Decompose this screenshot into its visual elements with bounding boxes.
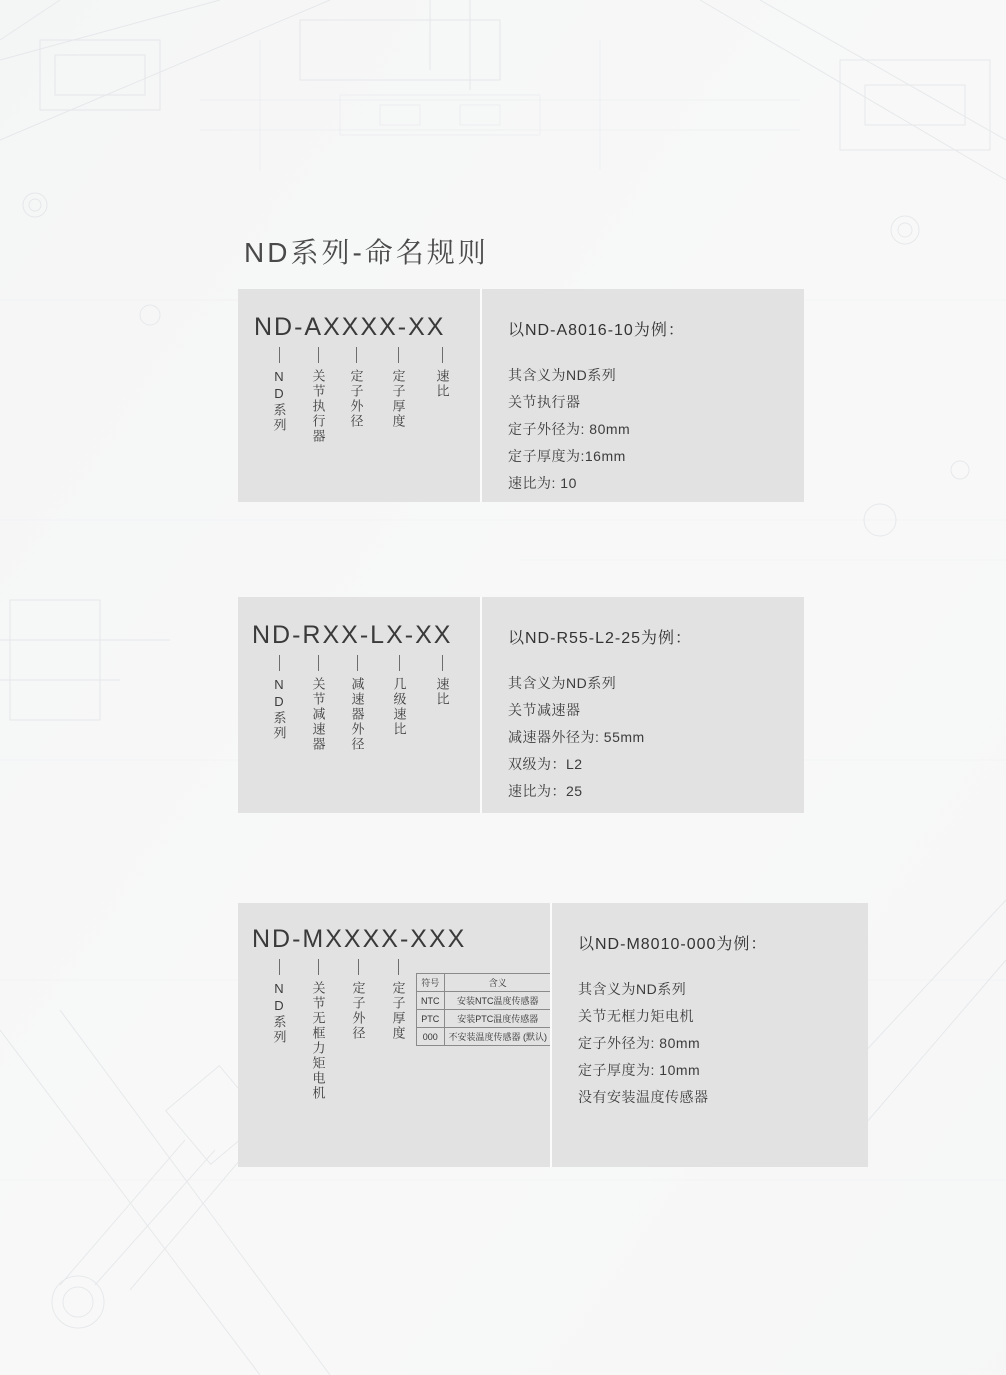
legend-row (260, 959, 418, 1101)
example-pane (550, 903, 868, 1167)
legend-item (338, 347, 374, 444)
code-label: ND-AXXXX-XX (254, 313, 446, 341)
tick-mark (442, 655, 443, 671)
legend-label: 减速器外径 (349, 677, 365, 752)
tick-mark (279, 959, 280, 975)
sensor-symbol-table (416, 973, 552, 1046)
example-line: 速比为：25 (508, 783, 583, 799)
example-line: 定子厚度为:16mm (508, 448, 626, 464)
legend-label: ND系列 (271, 677, 287, 741)
legend-item (422, 655, 462, 752)
tick-mark (398, 347, 399, 363)
legend-label: 定子外径 (348, 369, 364, 429)
legend-item (260, 655, 298, 752)
legend-label: 定子厚度 (390, 981, 406, 1041)
table-cell: PTC (417, 1010, 445, 1028)
legend-item (376, 655, 422, 752)
legend-label: 速比 (434, 677, 450, 707)
tick-mark (279, 655, 280, 671)
example-title: 以ND-R55-L2-25为例： (508, 630, 693, 647)
legend-item (298, 347, 338, 444)
example-title: 以ND-A8016-10为例： (508, 322, 685, 339)
table-cell: 安装PTC温度传感器 (444, 1010, 552, 1028)
code-pane (238, 903, 550, 1167)
example-line: 没有安装温度传感器 (578, 1089, 709, 1105)
legend-label: 定子外径 (350, 981, 366, 1041)
page-title: ND系列-命名规则 (244, 236, 489, 268)
legend-item (260, 959, 298, 1101)
legend-label: ND系列 (271, 369, 287, 433)
table-cell: 安装NTC温度传感器 (444, 992, 552, 1010)
tick-mark (358, 959, 359, 975)
example-line: 其含义为ND系列 (508, 367, 617, 383)
legend-item (298, 655, 338, 752)
tick-mark (318, 347, 319, 363)
legend-item (298, 959, 338, 1101)
example-line: 其含义为ND系列 (578, 981, 687, 997)
tick-mark (398, 959, 399, 975)
naming-block-frameless-motor (238, 903, 868, 1167)
table-header-cell: 含义 (444, 974, 552, 992)
table-cell: NTC (417, 992, 445, 1010)
example-title: 以ND-M8010-000为例： (578, 936, 768, 953)
tick-mark (279, 347, 280, 363)
example-line: 关节减速器 (508, 702, 581, 718)
tick-mark (318, 959, 319, 975)
legend-row (260, 347, 462, 444)
table-row (417, 1028, 552, 1046)
legend-label: 关节减速器 (310, 677, 326, 752)
legend-item (422, 347, 462, 444)
code-label: ND-MXXXX-XXX (252, 925, 467, 953)
legend-label: 关节无框力矩电机 (310, 981, 326, 1101)
legend-label: ND系列 (271, 981, 287, 1045)
legend-label: 关节执行器 (310, 369, 326, 444)
tick-mark (357, 655, 358, 671)
legend-label: 速比 (434, 369, 450, 399)
example-line: 关节无框力矩电机 (578, 1008, 694, 1024)
example-line: 双级为：L2 (508, 756, 583, 772)
legend-item (260, 347, 298, 444)
example-line: 定子外径为: 80mm (508, 421, 631, 437)
legend-item (338, 959, 378, 1101)
code-pane (238, 597, 480, 813)
legend-label: 几级速比 (391, 677, 407, 737)
tick-mark (318, 655, 319, 671)
example-line: 定子厚度为: 10mm (578, 1062, 701, 1078)
example-line: 关节执行器 (508, 394, 581, 410)
tick-mark (442, 347, 443, 363)
legend-row (260, 655, 462, 752)
example-line: 减速器外径为: 55mm (508, 729, 645, 745)
table-cell: 000 (417, 1028, 445, 1046)
example-pane (480, 289, 804, 502)
example-line: 其含义为ND系列 (508, 675, 617, 691)
table-header-row (417, 974, 552, 992)
code-label: ND-RXX-LX-XX (252, 621, 453, 649)
naming-block-actuator (238, 289, 804, 502)
example-line: 速比为: 10 (508, 475, 577, 491)
example-pane (480, 597, 804, 813)
table-header-cell: 符号 (417, 974, 445, 992)
table-row (417, 992, 552, 1010)
table-cell: 不安装温度传感器 (默认) (444, 1028, 552, 1046)
code-pane (238, 289, 480, 502)
legend-label: 定子厚度 (390, 369, 406, 429)
tick-mark (356, 347, 357, 363)
naming-block-reducer (238, 597, 804, 813)
legend-item (378, 959, 418, 1101)
example-line: 定子外径为: 80mm (578, 1035, 701, 1051)
legend-item (338, 655, 376, 752)
tick-mark (399, 655, 400, 671)
legend-item (374, 347, 422, 444)
table-row (417, 1010, 552, 1028)
